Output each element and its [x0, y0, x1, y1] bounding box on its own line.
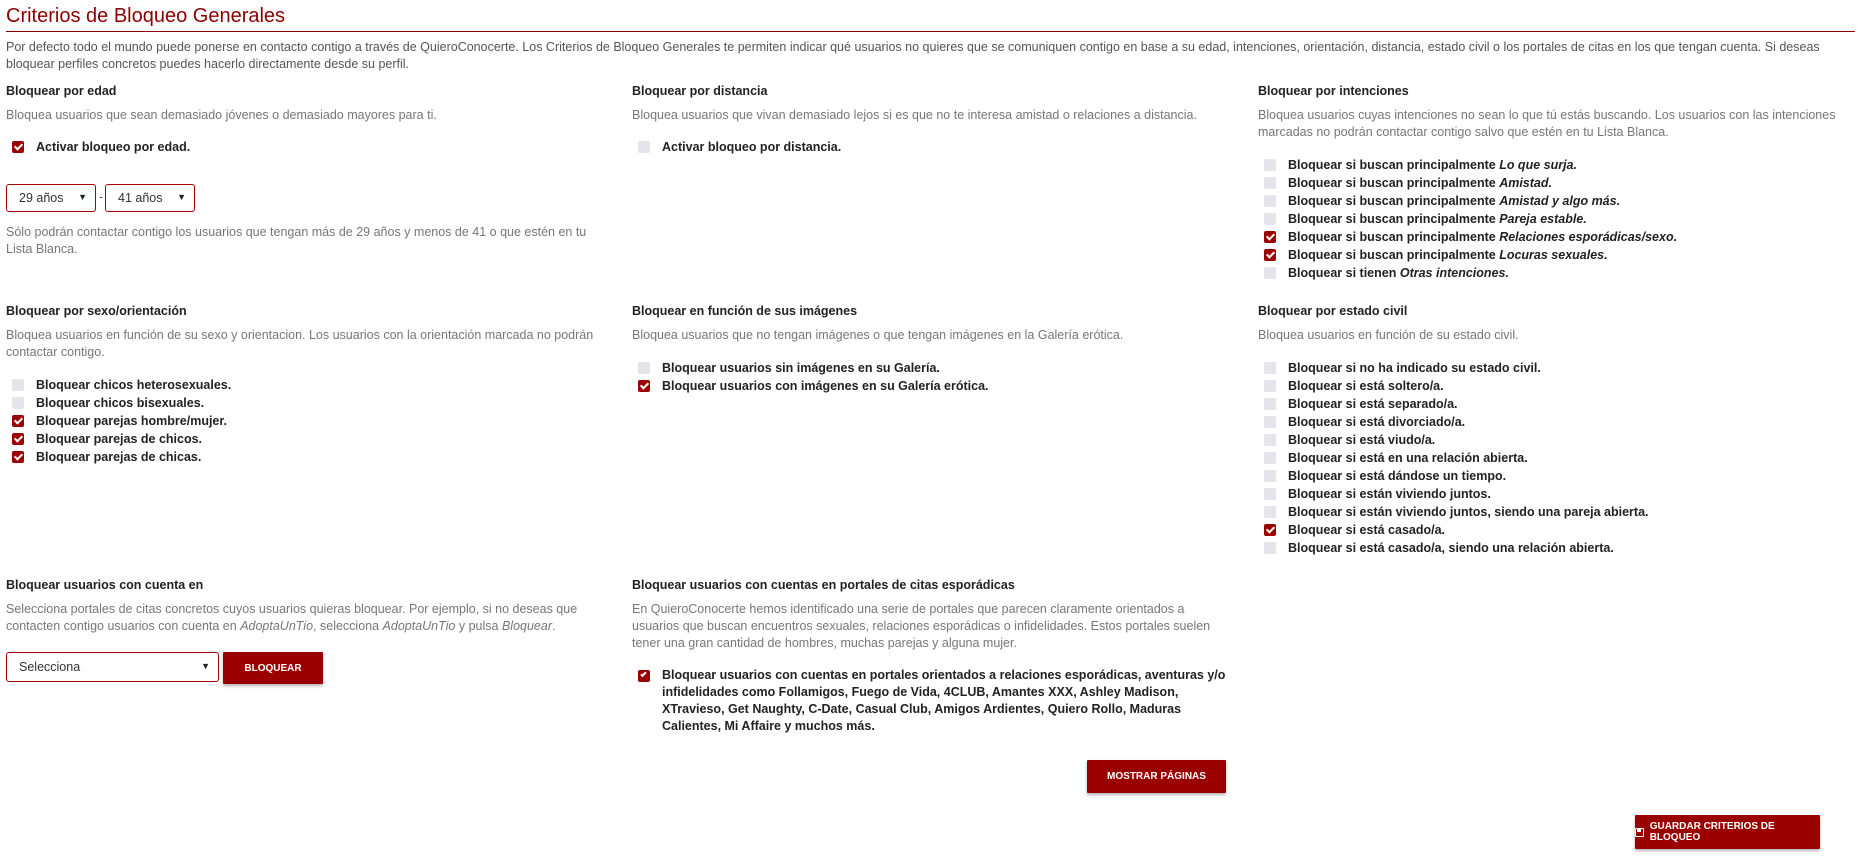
civil-option[interactable] — [1258, 449, 1848, 467]
age-range-dash: - — [99, 190, 104, 204]
checkbox-icon[interactable] — [1264, 380, 1276, 392]
age-toggle-label: Activar bloqueo por edad. — [36, 140, 191, 154]
civil-label: Bloquear si está viudo/a. — [1288, 433, 1436, 447]
dropdown-arrow-icon: ▼ — [177, 192, 186, 202]
age-desc: Bloquea usuarios que sean demasiado jóvenes o demasiado mayores para ti. — [6, 108, 437, 122]
orientation-label: Bloquear parejas de chicos. — [36, 432, 203, 446]
accounts-title: Bloquear usuarios con cuenta en — [6, 578, 204, 592]
intention-prefix: Bloquear si buscan principalmente — [1288, 230, 1496, 244]
checkbox-icon[interactable] — [1264, 267, 1276, 279]
orientation-label: Bloquear parejas de chicas. — [36, 450, 202, 464]
checkbox-icon[interactable] — [1264, 177, 1276, 189]
checkbox-icon[interactable] — [1264, 362, 1276, 374]
checkbox-icon[interactable] — [638, 141, 650, 153]
save-criteria-label: GUARDAR CRITERIOS DE BLOQUEO — [1649, 821, 1775, 843]
images-section — [632, 304, 1222, 395]
distance-desc: Bloquea usuarios que vivan demasiado lejos si es que no te interesa amistad o relaciones a distancia. — [632, 108, 1197, 122]
intention-option[interactable] — [1258, 246, 1848, 264]
accounts-desc-part: . — [552, 619, 556, 633]
accounts-desc-part: , selecciona — [313, 619, 383, 633]
age-note: Sólo podrán contactar contigo los usuarios que tengan más de 29 años y menos de 41 o que estén en tu Lista Blanca. — [6, 225, 587, 256]
save-criteria-button[interactable] — [1635, 815, 1820, 849]
checkbox-checked-icon[interactable] — [12, 415, 24, 427]
age-max-value: 41 años — [118, 191, 163, 205]
intention-other-prefix: Bloquear si tienen — [1288, 266, 1397, 280]
orientation-desc: Bloquea usuarios en función de su sexo y orientacion. Los usuarios con la orientación marcada no podrán contactar contigo. — [6, 328, 594, 359]
intro-text: Por defecto todo el mundo puede ponerse en contacto contigo a través de QuieroConocerte. Los Criterios de Bloqueo Generales te permiten indicar qué usuarios no quieres que se comuniquen contigo en base a su edad, intenciones, orientación, distancia, estado civil o los portales de citas en los que tengan cuenta. Si deseas bloquear perfiles concretos puedes hacerlo directamente desde su perfil. — [6, 40, 1820, 71]
civil-option[interactable] — [1258, 539, 1848, 557]
distance-toggle[interactable] — [632, 138, 1222, 156]
civil-option[interactable] — [1258, 413, 1848, 431]
civil-option[interactable] — [1258, 359, 1848, 377]
orientation-label: Bloquear parejas hombre/mujer. — [36, 414, 228, 428]
intention-label: Pareja estable. — [1499, 212, 1587, 226]
checkbox-checked-icon[interactable] — [1264, 524, 1276, 536]
orientation-option[interactable] — [6, 412, 596, 430]
civil-option[interactable] — [1258, 521, 1848, 539]
orientation-option[interactable] — [6, 448, 596, 466]
age-title: Bloquear por edad — [6, 84, 117, 98]
casual-sites-option[interactable] — [632, 667, 1227, 735]
checkbox-icon[interactable] — [12, 397, 24, 409]
checkbox-icon[interactable] — [1264, 195, 1276, 207]
dropdown-arrow-icon: ▼ — [78, 192, 87, 202]
casual-sites-section — [632, 578, 1227, 735]
orientation-option[interactable] — [6, 394, 596, 412]
checkbox-checked-icon[interactable] — [638, 670, 650, 682]
civil-label: Bloquear si está soltero/a. — [1288, 379, 1444, 393]
checkbox-icon[interactable] — [1264, 452, 1276, 464]
casual-sites-label: Bloquear usuarios con cuentas en portales orientados a relaciones esporádicas, aventuras y/o infidelidades como Follamigos, Fuego de Vida, 4CLUB, Amantes XXX, Ashley Madison, XTravieso, Get Naughty, C-Date, Casual Club, Amigos Ardientes, Quiero Rollo, Maduras Calientes, Mi Affaire y muchos más. — [662, 668, 1226, 733]
accounts-desc-site: AdoptaUnTio — [240, 619, 314, 633]
intentions-title: Bloquear por intenciones — [1258, 84, 1409, 98]
orientation-title: Bloquear por sexo/orientación — [6, 304, 187, 318]
checkbox-checked-icon[interactable] — [638, 380, 650, 392]
intention-option[interactable] — [1258, 156, 1848, 174]
intention-prefix: Bloquear si buscan principalmente — [1288, 176, 1496, 190]
accounts-desc-action: Bloquear — [501, 619, 552, 633]
intention-label: Relaciones esporádicas/sexo. — [1499, 230, 1678, 244]
civil-option[interactable] — [1258, 431, 1848, 449]
images-list — [632, 359, 1222, 395]
civil-label: Bloquear si está en una relación abierta. — [1288, 451, 1528, 465]
intention-prefix: Bloquear si buscan principalmente — [1288, 248, 1496, 262]
images-title: Bloquear en función de sus imágenes — [632, 304, 858, 318]
checkbox-icon[interactable] — [638, 362, 650, 374]
dropdown-arrow-icon: ▼ — [201, 661, 210, 671]
civil-option[interactable] — [1258, 395, 1848, 413]
show-pages-button[interactable]: MOSTRAR PÁGINAS — [1087, 760, 1226, 793]
orientation-label: Bloquear chicos bisexuales. — [36, 396, 205, 410]
civil-label: Bloquear si está casado/a, siendo una relación abierta. — [1288, 541, 1614, 555]
intentions-desc: Bloquea usuarios cuyas intenciones no sean lo que tú estás buscando. Los usuarios con las intenciones marcadas no podrán contactar contigo salvo que estén en tu Lista Blanca. — [1258, 108, 1836, 139]
images-option[interactable] — [632, 359, 1222, 377]
orientation-label: Bloquear chicos heterosexuales. — [36, 378, 232, 392]
accounts-desc-part: Selecciona portales de citas concretos cuyos usuarios quieras bloquear. Por ejemplo, si no deseas que contacten contigo usuarios con cuenta en — [6, 602, 578, 633]
intention-option[interactable] — [1258, 210, 1848, 228]
age-section — [6, 84, 596, 156]
orientation-section — [6, 304, 596, 466]
orientation-option[interactable] — [6, 430, 596, 448]
checkbox-checked-icon[interactable] — [12, 433, 24, 445]
checkbox-icon[interactable] — [1264, 542, 1276, 554]
images-option[interactable] — [632, 377, 1222, 395]
intention-label: Amistad y algo más. — [1499, 194, 1621, 208]
intention-option-other[interactable] — [1258, 264, 1848, 282]
civil-label: Bloquear si están viviendo juntos. — [1288, 487, 1491, 501]
accounts-desc-site: AdoptaUnTio — [382, 619, 456, 633]
checkbox-icon[interactable] — [1264, 434, 1276, 446]
images-label: Bloquear usuarios con imágenes en su Galería erótica. — [662, 379, 989, 393]
intention-prefix: Bloquear si buscan principalmente — [1288, 158, 1496, 172]
civil-option[interactable] — [1258, 467, 1848, 485]
save-icon — [1635, 828, 1644, 837]
intention-option[interactable] — [1258, 228, 1848, 246]
intention-label: Lo que surja. — [1499, 158, 1577, 172]
civil-label: Bloquear si está separado/a. — [1288, 397, 1458, 411]
civil-label: Bloquear si están viviendo juntos, siendo una pareja abierta. — [1288, 505, 1649, 519]
checkbox-checked-icon[interactable] — [12, 141, 24, 153]
intentions-list — [1258, 156, 1848, 282]
age-min-value: 29 años — [19, 191, 64, 205]
checkbox-icon[interactable] — [1264, 159, 1276, 171]
intention-prefix: Bloquear si buscan principalmente — [1288, 194, 1496, 208]
checkbox-icon[interactable] — [1264, 398, 1276, 410]
distance-section — [632, 84, 1222, 156]
portal-select-value: Selecciona — [19, 660, 81, 674]
intention-other-label: Otras intenciones. — [1399, 266, 1509, 280]
checkbox-icon[interactable] — [1264, 470, 1276, 482]
checkbox-icon[interactable] — [1264, 488, 1276, 500]
checkbox-checked-icon[interactable] — [1264, 231, 1276, 243]
civil-option[interactable] — [1258, 485, 1848, 503]
casual-sites-title: Bloquear usuarios con cuentas en portales de citas esporádicas — [632, 578, 1015, 592]
images-desc: Bloquea usuarios que no tengan imágenes o que tengan imágenes en la Galería erótica. — [632, 328, 1124, 342]
accounts-desc-part: y pulsa — [455, 619, 502, 633]
accounts-desc — [6, 601, 606, 635]
intention-option[interactable] — [1258, 174, 1848, 192]
distance-title: Bloquear por distancia — [632, 84, 768, 98]
intention-option[interactable] — [1258, 192, 1848, 210]
checkbox-checked-icon[interactable] — [12, 451, 24, 463]
intention-prefix: Bloquear si buscan principalmente — [1288, 212, 1496, 226]
distance-toggle-label: Activar bloqueo por distancia. — [662, 140, 842, 154]
checkbox-checked-icon[interactable] — [1264, 249, 1276, 261]
checkbox-icon[interactable] — [1264, 416, 1276, 428]
checkbox-icon[interactable] — [1264, 213, 1276, 225]
civil-label: Bloquear si está divorciado/a. — [1288, 415, 1466, 429]
orientation-list — [6, 376, 596, 466]
civil-label: Bloquear si está casado/a. — [1288, 523, 1446, 537]
civil-desc: Bloquea usuarios en función de su estado civil. — [1258, 328, 1519, 342]
intention-label: Amistad. — [1499, 176, 1552, 190]
civil-label: Bloquear si está dándose un tiempo. — [1288, 469, 1507, 483]
accounts-section — [6, 578, 606, 635]
orientation-option[interactable] — [6, 376, 596, 394]
page-title: Criterios de Bloqueo Generales — [6, 0, 1855, 32]
portal-select[interactable] — [6, 652, 219, 682]
civil-option[interactable] — [1258, 377, 1848, 395]
age-max-select[interactable] — [105, 184, 195, 212]
intention-label: Locuras sexuales. — [1499, 248, 1608, 262]
age-min-select[interactable] — [6, 184, 96, 212]
checkbox-icon[interactable] — [1264, 506, 1276, 518]
civil-section — [1258, 304, 1848, 557]
casual-sites-desc: En QuieroConocerte hemos identificado una serie de portales que parecen claramente orientados a usuarios que buscan encuentros sexuales, relaciones esporádicas o infidelidades. Estos portales suelen tener una gran cantidad de hombres, muchas parejas y alguna mujer. — [632, 602, 1211, 650]
civil-list — [1258, 359, 1848, 557]
images-label: Bloquear usuarios sin imágenes en su Galería. — [662, 361, 940, 375]
civil-option[interactable] — [1258, 503, 1848, 521]
checkbox-icon[interactable] — [12, 379, 24, 391]
civil-title: Bloquear por estado civil — [1258, 304, 1408, 318]
age-toggle[interactable] — [6, 138, 596, 156]
block-button[interactable]: BLOQUEAR — [223, 652, 323, 684]
civil-label: Bloquear si no ha indicado su estado civil. — [1288, 361, 1541, 375]
intentions-section — [1258, 84, 1848, 282]
